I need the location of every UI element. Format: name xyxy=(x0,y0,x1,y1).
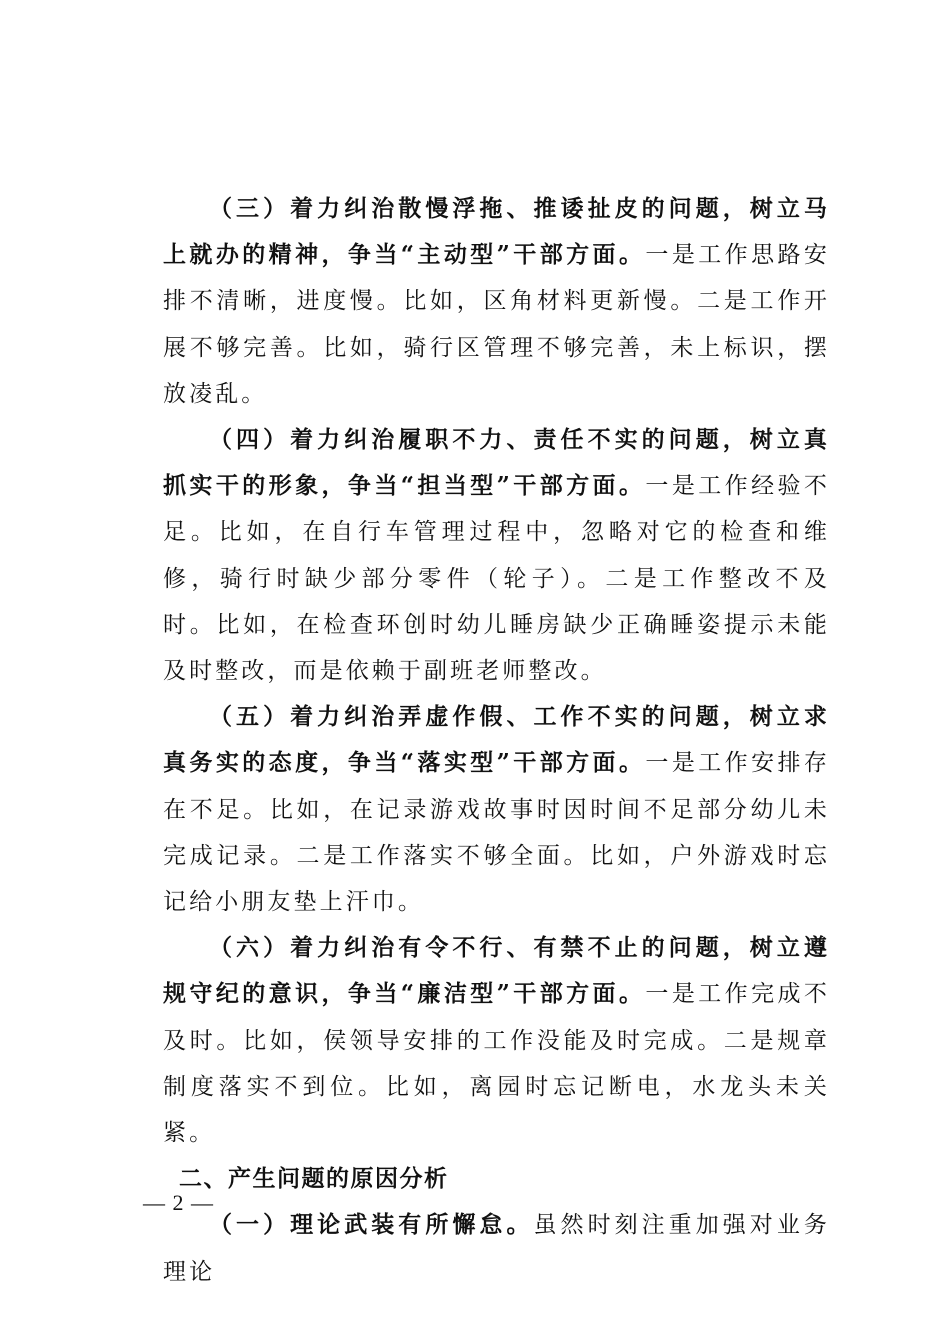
section-heading: 二、产生问题的原因分析 xyxy=(179,1166,449,1193)
paragraph-body: 一是工作经验不足。比如，在自行车管理过程中，忽略对它的检查和维修，骑行时缺少部分零件（轮子）。二是工作整改不及时。比如，在检查环创时幼儿睡房缺少正确睡姿提示未能及时整改，而是依赖于副班老师整改。 xyxy=(163,473,831,685)
paragraph-body: 一是工作完成不及时。比如，侯领导安排的工作没能及时完成。二是规章制度落实不到位。比如，离园时忘记断电，水龙头未关紧。 xyxy=(163,981,831,1147)
paragraph-cause-1 xyxy=(163,1202,830,1294)
paragraph-lead: （三）着力纠治散慢浮拖、推诿扯皮的问题，树立马上就办的精神，争当“主动型”干部方面。 xyxy=(163,195,830,269)
paragraph-item-5 xyxy=(163,694,830,925)
paragraph-body: 一是工作安排存在不足。比如，在记录游戏故事时因时间不足部分幼儿未完成记录。二是工作落实不够全面。比如，户外游戏时忘记给小朋友垫上汗巾。 xyxy=(163,750,831,916)
paragraph-lead: （五）着力纠治弄虚作假、工作不实的问题，树立求真务实的态度，争当“落实型”干部方面。 xyxy=(163,703,830,777)
paragraph-body: 虽然时刻注重加强对业务理论 xyxy=(163,1212,830,1285)
paragraph-lead: （六）着力纠治有令不行、有禁不止的问题，树立遵规守纪的意识，争当“廉洁型”干部方面。 xyxy=(163,934,830,1008)
paragraph-lead: （四）着力纠治履职不力、责任不实的问题，树立真抓实干的形象，争当“担当型”干部方面。 xyxy=(163,426,830,500)
page-number: — 2 — xyxy=(143,1190,214,1215)
paragraph-item-4 xyxy=(163,417,830,694)
paragraph-item-6 xyxy=(163,925,830,1156)
paragraph-body: 一是工作思路安排不清晰，进度慢。比如，区角材料更新慢。二是工作开展不够完善。比如，骑行区管理不够完善，未上标识，摆放凌乱。 xyxy=(163,242,831,407)
paragraph-lead: （一）理论武装有所懈怠。 xyxy=(209,1211,534,1239)
paragraph-item-3 xyxy=(163,186,830,417)
document-body xyxy=(163,186,830,1295)
